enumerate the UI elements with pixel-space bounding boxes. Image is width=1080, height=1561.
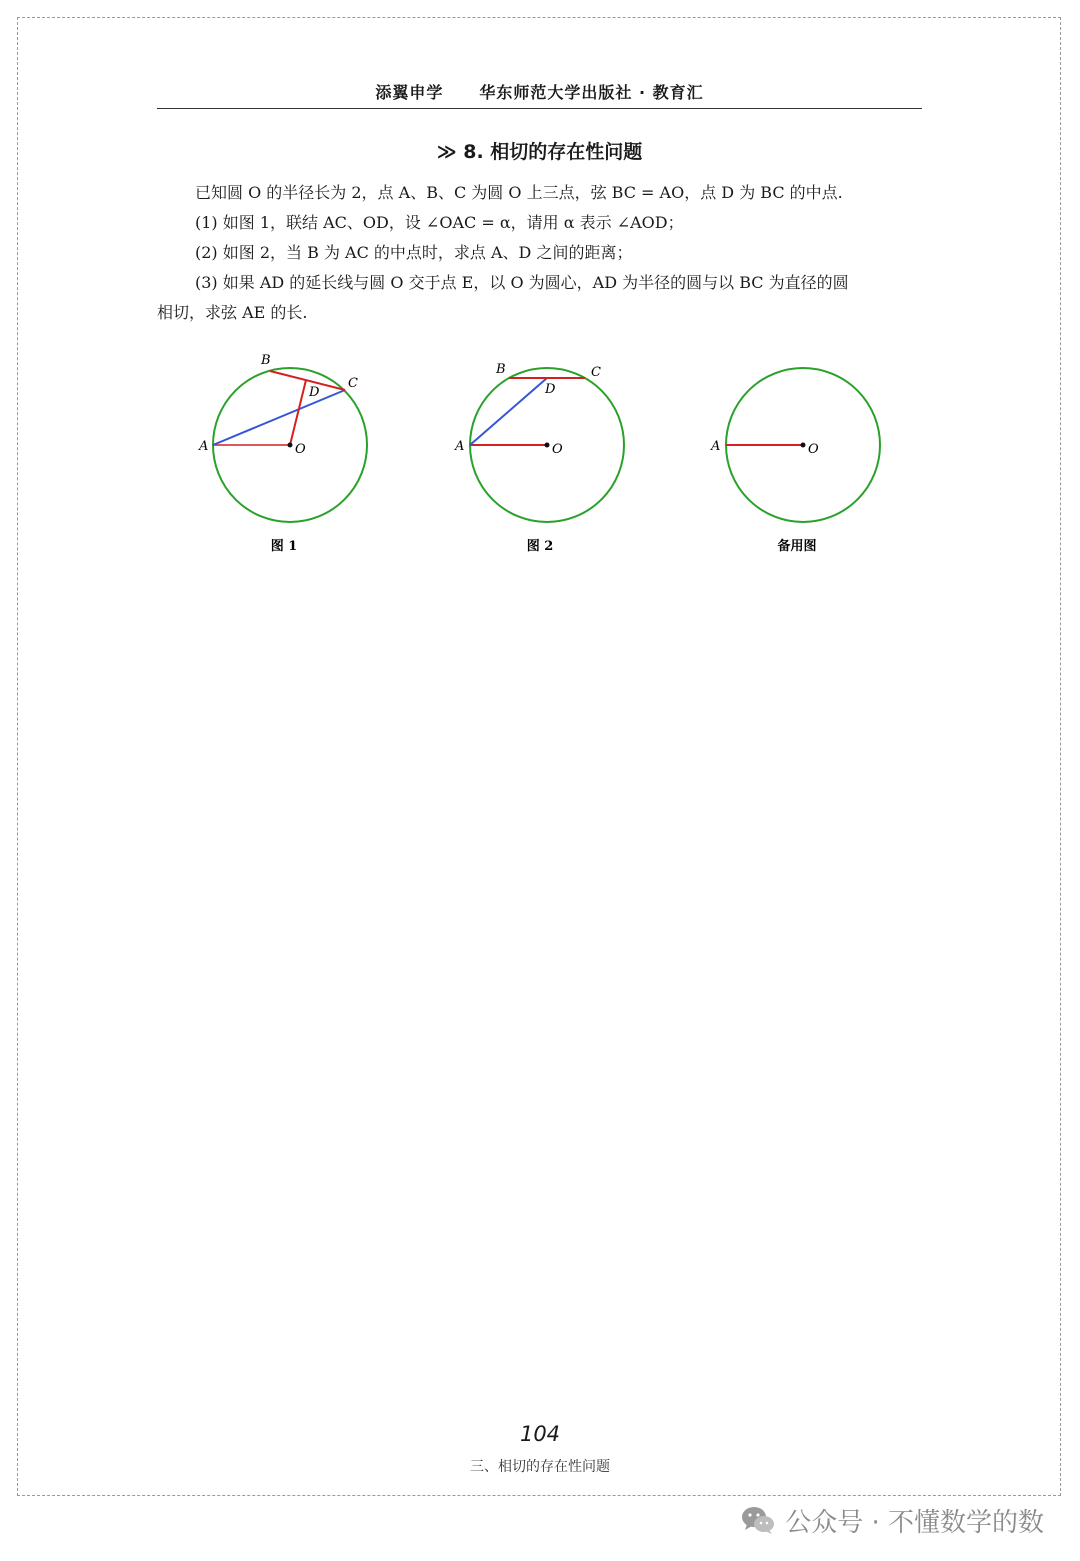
- section-title: [157, 138, 922, 166]
- question-3-line-2: 相切，求弦 AE 的长.: [157, 303, 308, 322]
- fig3-label-O: O: [808, 442, 819, 457]
- watermark: [741, 1500, 1044, 1540]
- header-series: 添翼申学: [375, 83, 444, 102]
- fig3-label-A: A: [711, 439, 721, 454]
- running-footer: 三、相切的存在性问题: [470, 1459, 610, 1475]
- figure-1: [198, 353, 367, 554]
- wechat-icon: [741, 1505, 775, 1535]
- fig3-caption: 备用图: [777, 539, 817, 554]
- page-number: 104: [519, 1422, 561, 1446]
- fig1-caption: 图 1: [270, 539, 298, 554]
- fig1-label-B: B: [261, 353, 271, 368]
- figure-2: [454, 362, 624, 554]
- problem-stem: 已知圆 O 的半径长为 2，点 A、B、C 为圆 O 上三点，弦 BC = AO，点 D 为 BC 的中点.: [195, 183, 843, 202]
- fig2-label-O: O: [552, 442, 563, 457]
- header-publisher: 华东师范大学出版社 · 教育汇: [479, 83, 704, 102]
- fig3-point-O: [801, 443, 806, 448]
- fig1-point-O: [288, 443, 293, 448]
- question-1: (1) 如图 1，联结 AC、OD，设 ∠OAC = α，请用 α 表示 ∠AOD；: [195, 213, 684, 232]
- figure-3: [710, 368, 880, 554]
- fig1-label-O: O: [295, 442, 306, 457]
- question-2: (2) 如图 2，当 B 为 AC 的中点时，求点 A、D 之间的距离；: [195, 243, 633, 262]
- running-header: [157, 80, 922, 109]
- fig1-label-C: C: [348, 376, 358, 391]
- fig1-label-A: A: [199, 439, 209, 454]
- problem-body: [157, 178, 922, 328]
- fig1-label-D: D: [309, 385, 320, 400]
- fig2-point-O: [545, 443, 550, 448]
- fig2-segment-AD: [470, 378, 547, 445]
- watermark-text: 公众号 · 不懂数学的数: [785, 1507, 1044, 1538]
- fig2-label-D: D: [545, 382, 556, 397]
- figures: [0, 340, 1080, 570]
- fig2-caption: 图 2: [526, 539, 554, 554]
- fig2-label-C: C: [591, 365, 601, 380]
- fig1-segment-AC: [213, 390, 345, 445]
- section-title-text: 8. 相切的存在性问题: [463, 141, 643, 163]
- question-3-line-1: (3) 如果 AD 的延长线与圆 O 交于点 E，以 O 为圆心，AD 为半径的圆与以 BC 为直径的圆: [195, 273, 849, 292]
- fig2-label-A: A: [455, 439, 465, 454]
- section-marker-icon: ≫: [436, 141, 457, 163]
- fig2-label-B: B: [496, 362, 506, 377]
